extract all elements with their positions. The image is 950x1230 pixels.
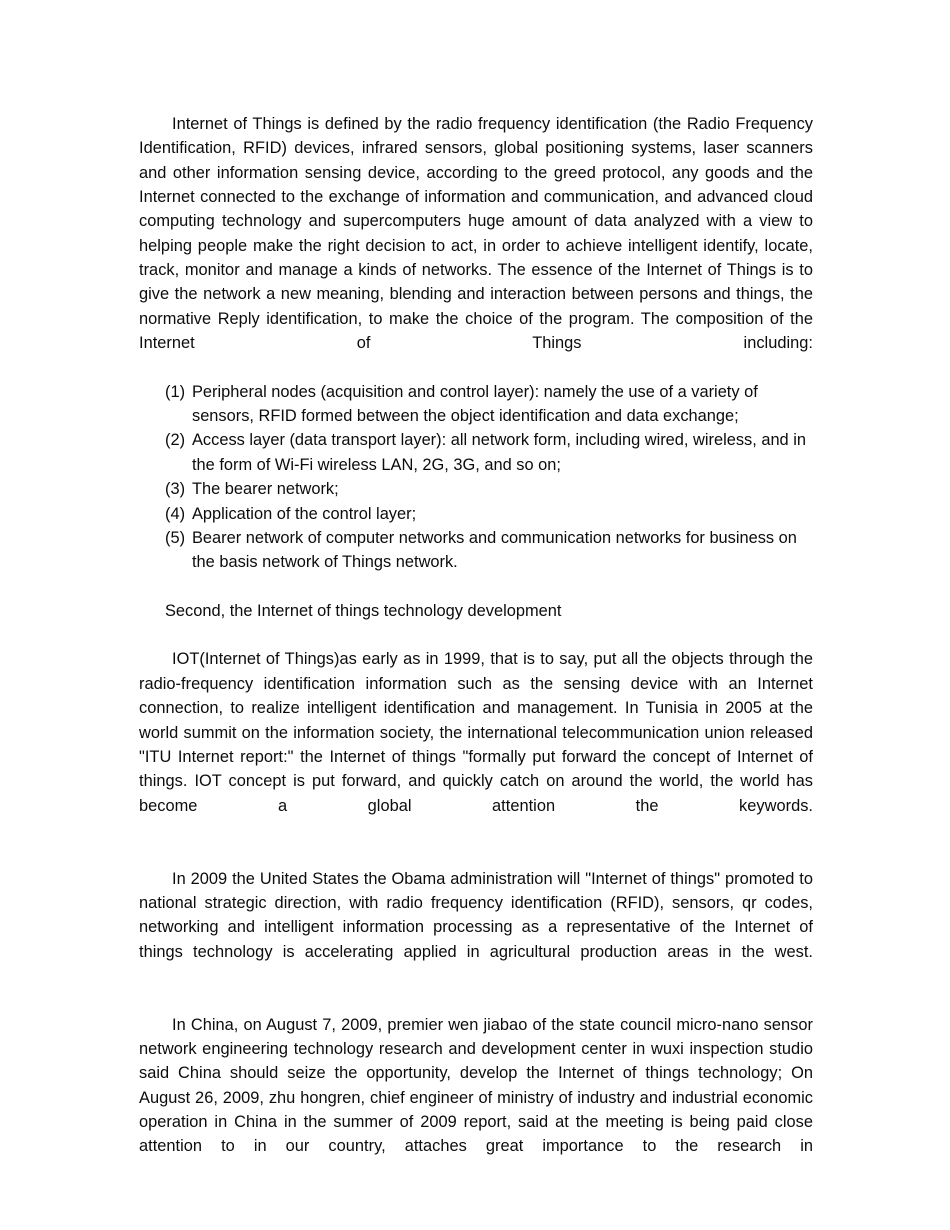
list-item-marker: (3) [165,480,186,499]
paragraph-united-states: In 2009 the United States the Obama administration will "Internet of things" promoted to national strategic direction, with radio frequency identification (RFID), sensors, qr codes, networking and intelligent information processing as a representative of the Internet of things technology is accelerating applied in agricultural production areas in the west. [139,869,813,961]
spacer [139,842,813,866]
paragraph-history: IOT(Internet of Things)as early as in 1999, that is to say, put all the objects through the radio-frequency identification information such as the sensing device with an Internet connection, to realize intelligent identification and management. In Tunisia in 2005 at the world summit on the information society, the international telecommunication union released "ITU Internet report:" the Internet of things "formally put forward the concept of Internet of things. IOT concept is put forward, and quickly catch on around the world, the world has become a global attention the keywords. [139,650,813,815]
spacer [139,623,813,647]
list-item-text: The bearer network; [192,480,339,499]
list-item [165,477,813,501]
list-item [165,526,813,575]
document-body [139,112,813,1183]
paragraph-china: In China, on August 7, 2009, premier wen jiabao of the state council micro-nano sensor network engineering technology research and development center in wuxi inspection studio said China should seize the opportunity, develop the Internet of things technology; On August 26, 2009, zhu hongren, chief engineer of ministry of industry and industrial economic operation in China in the summer of 2009 report, said at the meeting is being paid close attention to in our country, attaches great importance to the research in [139,1015,813,1156]
list-item-text: Peripheral nodes (acquisition and control layer): namely the use of a variety of sensors, RFID formed between the object identification and data exchange; [192,382,758,426]
list-item-text: Bearer network of computer networks and communication networks for business on the basis network of Things network. [192,528,797,572]
composition-list [139,380,813,575]
list-item-marker: (4) [165,504,186,523]
spacer [139,988,813,1012]
list-item [165,380,813,429]
list-item-marker: (1) [165,382,186,401]
paragraph-definition: Internet of Things is defined by the radio frequency identification (the Radio Frequency Identification, RFID) devices, infrared sensors, global positioning systems, laser scanners and other information sensing device, according to the greed protocol, any goods and the Internet connected to the exchange of information and communication, and advanced cloud computing technology and supercomputers huge amount of data analyzed with a view to helping people make the right decision to act, in order to achieve intelligent identify, locate, track, monitor and manage a kinds of networks. The essence of the Internet of Things is to give the network a new meaning, blending and interaction between persons and things, the normative Reply identification, to make the choice of the program. The composition of the Internet of Things including: [139,115,813,353]
section-heading: Second, the Internet of things technology development [165,601,562,620]
list-item-marker: (5) [165,528,186,547]
list-item-text: Application of the control layer; [192,504,417,523]
list-item [165,502,813,526]
spacer [139,575,813,599]
list-item-marker: (2) [165,431,186,450]
list-item-text: Access layer (data transport layer): all network form, including wired, wireless, and in the form of Wi-Fi wireless LAN, 2G, 3G, and so on; [192,431,806,474]
list-item [165,428,813,477]
